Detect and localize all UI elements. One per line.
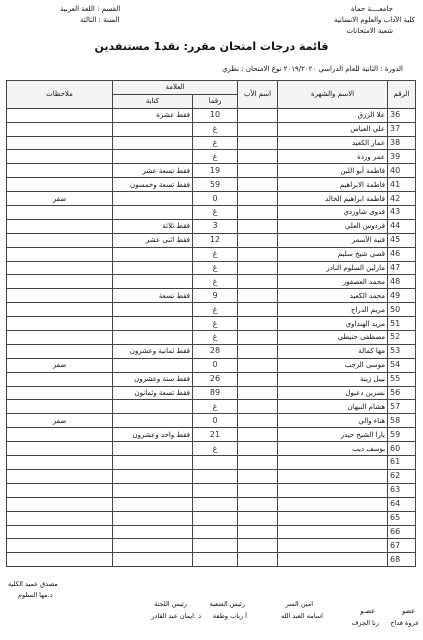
- grade-digits: 0: [193, 358, 238, 372]
- row-notes: [7, 497, 113, 511]
- student-name: محمد الكعيد: [278, 289, 388, 303]
- student-name: مزيد الهنداوي: [278, 317, 388, 331]
- secretary-title: امين السر: [285, 600, 313, 608]
- father-name: [238, 525, 278, 539]
- row-number: 44: [388, 219, 416, 233]
- grade-digits: غ: [193, 247, 238, 261]
- student-name: مريم الدراج: [278, 303, 388, 317]
- student-name: عمر وردة: [278, 150, 388, 164]
- father-name: [238, 275, 278, 289]
- grade-words: فقط تسعة وثمانون: [113, 386, 193, 400]
- grade-words: [113, 317, 193, 331]
- row-number: 66: [388, 525, 416, 539]
- grade-digits: 3: [193, 219, 238, 233]
- exam-session: الدورة : الثانية للعام الدراسي ٢٠١٩/٢٠٢٠ نوع الامتحان : نظري: [222, 65, 403, 73]
- table-row: [7, 400, 416, 414]
- row-number: 52: [388, 331, 416, 345]
- student-name: [278, 539, 388, 553]
- table-row: [7, 497, 416, 511]
- grade-digits: غ: [193, 261, 238, 275]
- table-row: [7, 456, 416, 470]
- grade-digits: [193, 525, 238, 539]
- row-number: 61: [388, 456, 416, 470]
- father-name: [238, 303, 278, 317]
- father-name: [238, 553, 278, 567]
- row-notes: [7, 275, 113, 289]
- grade-words: [113, 192, 193, 206]
- row-number: 67: [388, 539, 416, 553]
- grade-words: [113, 206, 193, 220]
- grade-digits: 26: [193, 372, 238, 386]
- father-name: [238, 150, 278, 164]
- father-name: [238, 344, 278, 358]
- row-number: 39: [388, 150, 416, 164]
- row-number: 58: [388, 414, 416, 428]
- father-name: [238, 289, 278, 303]
- father-name: [238, 219, 278, 233]
- grade-digits: 10: [193, 108, 238, 122]
- row-notes: [7, 511, 113, 525]
- student-name: فتية الأسمر: [278, 233, 388, 247]
- grade-digits: 89: [193, 386, 238, 400]
- row-number: 38: [388, 136, 416, 150]
- student-name: [278, 469, 388, 483]
- row-notes: [7, 372, 113, 386]
- head-office-title: رئيس الشعبة: [209, 600, 245, 608]
- row-notes: [7, 261, 113, 275]
- father-name: [238, 400, 278, 414]
- col-father-header: اسم الأب: [238, 81, 278, 109]
- row-notes: [7, 136, 113, 150]
- table-row: [7, 275, 416, 289]
- table-row: [7, 428, 416, 442]
- student-name: [278, 456, 388, 470]
- department-label: القسم : اللغة العربية: [60, 5, 121, 13]
- student-name: فاطمة أبو اللبن: [278, 164, 388, 178]
- student-name: علي العباس: [278, 122, 388, 136]
- grade-words: فقط تسعة وخمسون: [113, 178, 193, 192]
- row-notes: [7, 469, 113, 483]
- row-notes: [7, 206, 113, 220]
- grade-words: [113, 525, 193, 539]
- father-name: [238, 497, 278, 511]
- table-row: [7, 122, 416, 136]
- secretary-name: اسامه العبد الله: [280, 612, 323, 620]
- grade-digits: 9: [193, 289, 238, 303]
- grade-digits: 0: [193, 192, 238, 206]
- row-number: 46: [388, 247, 416, 261]
- row-number: 54: [388, 358, 416, 372]
- grade-digits: غ: [193, 206, 238, 220]
- row-notes: [7, 317, 113, 331]
- father-name: [238, 108, 278, 122]
- student-name: فردوس العلي: [278, 219, 388, 233]
- father-name: [238, 414, 278, 428]
- member1-title: عضو: [402, 607, 415, 615]
- row-notes: [7, 400, 113, 414]
- father-name: [238, 456, 278, 470]
- row-number: 36: [388, 108, 416, 122]
- grade-words: [113, 414, 193, 428]
- father-name: [238, 358, 278, 372]
- student-name: [278, 483, 388, 497]
- row-number: 65: [388, 511, 416, 525]
- father-name: [238, 469, 278, 483]
- grade-words: [113, 456, 193, 470]
- grade-words: [113, 497, 193, 511]
- table-row: [7, 164, 416, 178]
- row-notes: [7, 108, 113, 122]
- table-row: [7, 469, 416, 483]
- row-number: 56: [388, 386, 416, 400]
- grade-digits: 12: [193, 233, 238, 247]
- student-name: موسى الرجب: [278, 358, 388, 372]
- grade-words: فقط ثلاثة: [113, 219, 193, 233]
- row-number: 55: [388, 372, 416, 386]
- row-notes: صفر: [7, 358, 113, 372]
- row-notes: صفر: [7, 192, 113, 206]
- row-number: 64: [388, 497, 416, 511]
- row-number: 41: [388, 178, 416, 192]
- row-notes: [7, 525, 113, 539]
- table-row: [7, 539, 416, 553]
- grade-digits: غ: [193, 442, 238, 456]
- row-notes: [7, 122, 113, 136]
- row-notes: صفر: [7, 414, 113, 428]
- student-name: فاطمة ابراهيم الخالد: [278, 192, 388, 206]
- table-row: [7, 317, 416, 331]
- student-name: [278, 511, 388, 525]
- student-name: عمار الكعيد: [278, 136, 388, 150]
- father-name: [238, 428, 278, 442]
- head-office-name: أ رباب وطفة: [212, 612, 247, 620]
- grade-words: [113, 247, 193, 261]
- grade-digits: [193, 539, 238, 553]
- grade-digits: [193, 456, 238, 470]
- grade-digits: 28: [193, 344, 238, 358]
- row-number: 37: [388, 122, 416, 136]
- grade-words: [113, 275, 193, 289]
- committee-head-name: د .ايمان عبد القادر: [151, 612, 201, 620]
- row-notes: [7, 178, 113, 192]
- student-name: هناء والي: [278, 414, 388, 428]
- grade-digits: غ: [193, 303, 238, 317]
- exams-office: شعبة الامتحانات: [346, 27, 393, 35]
- father-name: [238, 178, 278, 192]
- student-name: فدوى شاوردي: [278, 206, 388, 220]
- row-number: 45: [388, 233, 416, 247]
- row-number: 43: [388, 206, 416, 220]
- grade-words: [113, 150, 193, 164]
- father-name: [238, 233, 278, 247]
- student-name: نبيل زينة: [278, 372, 388, 386]
- student-name: نسرين دعبول: [278, 386, 388, 400]
- table-row: [7, 178, 416, 192]
- student-name: مها كمالة: [278, 344, 388, 358]
- student-name: فاطمة الابراهيم: [278, 178, 388, 192]
- grade-digits: 21: [193, 428, 238, 442]
- table-row: [7, 261, 416, 275]
- student-name: محمد العصفور: [278, 275, 388, 289]
- father-name: [238, 164, 278, 178]
- row-notes: [7, 289, 113, 303]
- grade-words: [113, 483, 193, 497]
- father-name: [238, 386, 278, 400]
- father-name: [238, 192, 278, 206]
- grade-words: [113, 261, 193, 275]
- row-notes: [7, 150, 113, 164]
- student-name: يوسف ديب: [278, 442, 388, 456]
- row-notes: [7, 483, 113, 497]
- table-row: [7, 136, 416, 150]
- row-number: 49: [388, 289, 416, 303]
- row-number: 40: [388, 164, 416, 178]
- grade-digits: غ: [193, 400, 238, 414]
- grade-digits: غ: [193, 122, 238, 136]
- col-notes-header: ملاحظات: [7, 81, 113, 109]
- table-row: [7, 206, 416, 220]
- grade-words: [113, 469, 193, 483]
- father-name: [238, 261, 278, 275]
- table-row: [7, 192, 416, 206]
- row-number: 60: [388, 442, 416, 456]
- father-name: [238, 136, 278, 150]
- student-name: هشام النبهان: [278, 400, 388, 414]
- grade-digits: [193, 497, 238, 511]
- row-notes: [7, 303, 113, 317]
- committee-head-title: رئيس اللجنة: [154, 600, 187, 608]
- grade-digits: 0: [193, 414, 238, 428]
- student-name: علا الرزق: [278, 108, 388, 122]
- col-number-header: الرقم: [388, 81, 416, 109]
- row-notes: [7, 386, 113, 400]
- page-title: قائمة درجات امتحان مقرر: نقد1 مستنفدين: [94, 40, 329, 53]
- table-row: [7, 150, 416, 164]
- table-row: [7, 219, 416, 233]
- grade-words: [113, 331, 193, 345]
- student-name: يارا الشيخ حيدر: [278, 428, 388, 442]
- row-number: 47: [388, 261, 416, 275]
- grade-digits: [193, 511, 238, 525]
- table-row: [7, 303, 416, 317]
- row-number: 57: [388, 400, 416, 414]
- grade-words: [113, 400, 193, 414]
- student-name: [278, 553, 388, 567]
- grade-words: فقط اثنى عشر: [113, 233, 193, 247]
- father-name: [238, 247, 278, 261]
- year-label: السنة : الثالثة: [80, 16, 120, 24]
- row-number: 59: [388, 428, 416, 442]
- table-row: [7, 372, 416, 386]
- row-number: 63: [388, 483, 416, 497]
- faculty-name: كلية الآداب والعلوم الانسانية: [334, 16, 415, 24]
- table-row: [7, 511, 416, 525]
- grade-words: [113, 358, 193, 372]
- row-notes: [7, 442, 113, 456]
- father-name: [238, 442, 278, 456]
- grade-words: فقط تسعة عشر: [113, 164, 193, 178]
- table-row: [7, 483, 416, 497]
- grades-table: [6, 80, 416, 567]
- col-words-header: كتابة: [113, 94, 193, 108]
- row-notes: [7, 553, 113, 567]
- father-name: [238, 483, 278, 497]
- grade-digits: غ: [193, 275, 238, 289]
- father-name: [238, 317, 278, 331]
- table-row: [7, 386, 416, 400]
- table-row: [7, 108, 416, 122]
- row-notes: [7, 247, 113, 261]
- table-row: [7, 247, 416, 261]
- table-row: [7, 358, 416, 372]
- row-notes: [7, 219, 113, 233]
- row-number: 50: [388, 303, 416, 317]
- grade-digits: غ: [193, 150, 238, 164]
- grade-words: فقط تسعة: [113, 289, 193, 303]
- row-number: 68: [388, 553, 416, 567]
- father-name: [238, 539, 278, 553]
- table-row: [7, 553, 416, 567]
- row-number: 53: [388, 344, 416, 358]
- university-name: جامعــــة حماة: [351, 5, 393, 13]
- grade-digits: [193, 553, 238, 567]
- col-digits-header: رقما: [193, 94, 238, 108]
- col-name-header: الاسم والشهرة: [278, 81, 388, 109]
- student-name: قصي شيخ سليم: [278, 247, 388, 261]
- grade-digits: [193, 469, 238, 483]
- student-name: [278, 525, 388, 539]
- grade-words: [113, 136, 193, 150]
- table-row: [7, 442, 416, 456]
- father-name: [238, 206, 278, 220]
- grade-words: [113, 122, 193, 136]
- grade-words: فقط ثمانية وعشرون: [113, 344, 193, 358]
- table-row: [7, 414, 416, 428]
- row-notes: [7, 539, 113, 553]
- student-name: مارلين السلوم النادر: [278, 261, 388, 275]
- dean-certify-label: مصدق عميد الكلية: [8, 580, 58, 588]
- father-name: [238, 372, 278, 386]
- father-name: [238, 122, 278, 136]
- table-row: [7, 233, 416, 247]
- father-name: [238, 331, 278, 345]
- table-row: [7, 344, 416, 358]
- grade-words: [113, 539, 193, 553]
- col-grade-header: العلامة: [113, 81, 238, 95]
- student-name: [278, 497, 388, 511]
- row-number: 51: [388, 317, 416, 331]
- member1-name: عروة قداح: [390, 619, 419, 627]
- grade-digits: غ: [193, 331, 238, 345]
- member2-name: رنا الجزف: [351, 619, 379, 627]
- row-notes: [7, 331, 113, 345]
- row-notes: [7, 344, 113, 358]
- grade-digits: غ: [193, 317, 238, 331]
- grade-words: [113, 511, 193, 525]
- grade-digits: 19: [193, 164, 238, 178]
- row-number: 42: [388, 192, 416, 206]
- row-notes: [7, 164, 113, 178]
- grade-words: فقط واحد وعشرون: [113, 428, 193, 442]
- dean-name: د.مها السلوم: [18, 591, 53, 599]
- row-notes: [7, 233, 113, 247]
- father-name: [238, 511, 278, 525]
- row-notes: [7, 428, 113, 442]
- table-row: [7, 331, 416, 345]
- grade-digits: [193, 483, 238, 497]
- row-notes: [7, 456, 113, 470]
- grade-digits: 59: [193, 178, 238, 192]
- grade-words: فقط عشرة: [113, 108, 193, 122]
- grade-words: [113, 303, 193, 317]
- table-row: [7, 525, 416, 539]
- grade-words: [113, 553, 193, 567]
- grade-words: [113, 442, 193, 456]
- grade-words: فقط ستة وعشرون: [113, 372, 193, 386]
- grade-digits: غ: [193, 136, 238, 150]
- table-row: [7, 289, 416, 303]
- row-number: 48: [388, 275, 416, 289]
- row-number: 62: [388, 469, 416, 483]
- member2-title: عضـو: [360, 607, 375, 615]
- student-name: مصطفى حنيطي: [278, 331, 388, 345]
